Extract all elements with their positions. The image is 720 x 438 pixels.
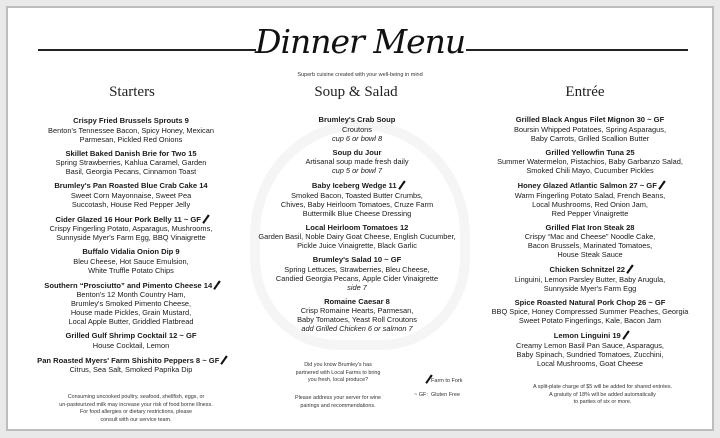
menu-item bbox=[20, 214, 242, 243]
item-name-text: Romaine Caesar 8 bbox=[324, 296, 390, 306]
item-name-text: Grilled Black Angus Filet Mignon 30 ~ GF bbox=[515, 115, 665, 124]
menu-item bbox=[20, 331, 242, 350]
legend-gluten-free bbox=[414, 392, 460, 398]
entree-list bbox=[472, 115, 708, 373]
item-description: Croutons bbox=[342, 124, 372, 134]
item-name-text: Brumley's Pan Roasted Blue Crab Cake 14 bbox=[54, 181, 208, 190]
page-subtitle: Superb cuisine created with your well-being in mind bbox=[297, 72, 423, 78]
menu-item bbox=[20, 116, 242, 144]
item-name bbox=[20, 149, 242, 159]
item-name-text: Lemon Linguini 19 bbox=[553, 331, 621, 340]
item-name bbox=[246, 297, 468, 307]
menu-item bbox=[246, 255, 468, 292]
menu-item bbox=[472, 180, 708, 218]
item-description: Crispy “Mac and Cheese” Noodle Cake, Bacon Brussels, Marinated Tomatoes, House Steak Sauce bbox=[524, 232, 656, 259]
item-name-text: Honey Glazed Atlantic Salmon 27 ~ GF bbox=[517, 181, 657, 190]
menu-item bbox=[20, 355, 242, 375]
menu-item bbox=[246, 180, 468, 218]
item-description: Creamy Lemon Basil Pan Sauce, Asparagus, Baby Spinach, Sundried Tomatoes, Zucchini, Local Mushrooms, Goat Cheese bbox=[516, 340, 664, 368]
item-name bbox=[20, 214, 242, 225]
item-description: Benton's 12 Month Country Ham, Brumley's Smoked Pimento Cheese, House made Pickles, Grain Mustard, Local Apple Butter, Griddled Flatbread bbox=[68, 290, 194, 326]
item-name bbox=[246, 148, 468, 158]
item-name bbox=[246, 115, 468, 125]
menu-item bbox=[246, 297, 468, 334]
item-description: Garden Basil, Noble Dairy Goat Cheese, English Cucumber, Pickle Juice Vinaigrette, Black Garlic bbox=[258, 232, 456, 250]
legend-farm-to-fork bbox=[424, 374, 463, 384]
local-farms-note: Did you know Brumley's has partnered with Local Farms to bring you fresh, local produce? bbox=[295, 362, 381, 383]
heading-starters: Starters bbox=[109, 84, 155, 100]
item-name bbox=[20, 181, 242, 191]
split-plate-note: A split-plate charge of $5 will be added for shared entrées. A gratuity of 18% will be added automatically to parties of six or more. bbox=[532, 384, 673, 405]
item-description: Warm Fingerling Potato Salad, French Beans, Local Mushrooms, Red Onion Jam, Red Pepper Vinaigrette bbox=[514, 190, 666, 218]
item-name bbox=[472, 223, 708, 233]
item-description: BBQ Spice, Honey Compressed Summer Peaches, Georgia Sweet Potato Fingerlings, Kale, Bacon Jam bbox=[491, 307, 689, 325]
item-name-text: Chicken Schnitzel 22 bbox=[549, 265, 626, 274]
item-name-text: Soup du Jour bbox=[332, 147, 382, 157]
item-name bbox=[246, 180, 468, 191]
item-description: Citrus, Sea Salt, Smoked Paprika Dip bbox=[69, 365, 193, 374]
menu-item bbox=[246, 115, 468, 143]
item-name bbox=[20, 280, 242, 291]
page-title: Dinner Menu bbox=[255, 22, 466, 61]
item-price-note: cup 6 or bowl 8 bbox=[331, 133, 383, 143]
farm-to-fork-icon bbox=[626, 264, 633, 273]
farm-to-fork-icon bbox=[221, 355, 228, 364]
item-name-text: Brumley's Salad 10 ~ GF bbox=[312, 255, 402, 264]
title-rule-left bbox=[38, 49, 256, 51]
item-name bbox=[20, 247, 242, 257]
item-description: Spring Strawberries, Kahlua Caramel, Garden Basil, Georgia Pecans, Cinnamon Toast bbox=[55, 158, 207, 176]
item-description: House Cocktail, Lemon bbox=[92, 340, 170, 350]
item-price-note: add Grilled Chicken 6 or salmon 7 bbox=[301, 324, 413, 333]
menu-item bbox=[472, 148, 708, 176]
item-name bbox=[20, 355, 242, 366]
item-description: Artisanal soup made fresh daily bbox=[305, 157, 409, 166]
farm-to-fork-icon bbox=[658, 180, 665, 189]
item-price-note: side 7 bbox=[347, 282, 367, 292]
item-name-text: Skillet Baked Danish Brie for Two 15 bbox=[65, 148, 197, 158]
menu-item bbox=[20, 181, 242, 209]
menu-item bbox=[20, 247, 242, 275]
item-name bbox=[246, 223, 468, 233]
item-name bbox=[20, 331, 242, 341]
item-name-text: Baby Iceberg Wedge 11 bbox=[311, 181, 397, 190]
menu-item bbox=[472, 223, 708, 260]
item-name bbox=[20, 116, 242, 126]
farm-to-fork-icon bbox=[213, 280, 220, 289]
item-name bbox=[472, 180, 708, 191]
item-name-text: Buffalo Vidalia Onion Dip 9 bbox=[82, 247, 180, 256]
item-description: Boursin Whipped Potatoes, Spring Asparagus, Baby Carrots, Grilled Scallion Butter bbox=[513, 124, 666, 143]
farm-to-fork-icon bbox=[622, 330, 629, 339]
farm-to-fork-icon bbox=[398, 180, 405, 189]
item-description: Spring Lettuces, Strawberries, Bleu Cheese, Candied Georgia Pecans, Apple Cider Vinaigrette bbox=[275, 264, 439, 283]
item-name-text: Pan Roasted Myers' Farm Shishito Peppers 8 ~ GF bbox=[37, 355, 220, 365]
item-description: Smoked Bacon, Toasted Butter Crumbs, Chives, Baby Heirloom Tomatoes, Cruze Farm Buttermilk Blue Cheese Dressing bbox=[280, 190, 434, 218]
item-name-text: Brumley's Crab Soup bbox=[318, 115, 396, 124]
item-description: Sweet Corn Mayonnaise, Sweet Pea Succotash, House Red Pepper Jelly bbox=[70, 190, 192, 209]
item-name-text: Spice Roasted Natural Pork Chop 26 ~ GF bbox=[514, 297, 666, 307]
title-rule-right bbox=[466, 49, 688, 51]
item-name bbox=[246, 255, 468, 265]
menu-item bbox=[472, 330, 708, 368]
item-description: Crispy Fingerling Potato, Asparagus, Mushrooms, Sunnyside Myer's Farm Egg, BBQ Vinaigrette bbox=[49, 224, 213, 242]
item-description: Summer Watermelon, Pistachios, Baby Garbanzo Salad, Smoked Chili Mayo, Cucumber Pickles bbox=[497, 157, 683, 175]
item-name bbox=[472, 330, 708, 341]
wine-note: Please address your server for wine pairings and recommendations. bbox=[295, 395, 381, 409]
heading-entree: Entrée bbox=[565, 84, 605, 100]
legend-farm-label: Farm to Fork bbox=[431, 378, 463, 384]
legend-gf-label: Gluten Free bbox=[430, 392, 461, 398]
menu-item bbox=[20, 149, 242, 177]
item-description: Benton's Tennessee Bacon, Spicy Honey, Mexican Parmesan, Pickled Red Onions bbox=[48, 125, 214, 144]
legend-gf-key: ~ GF: bbox=[414, 392, 428, 398]
item-name-text: Grilled Flat Iron Steak 28 bbox=[545, 222, 635, 232]
menu-item bbox=[246, 148, 468, 176]
item-name-text: Crispy Fried Brussels Sprouts 9 bbox=[73, 116, 189, 125]
allergy-note: Consuming uncooked poultry, seafood, shellfish, eggs, or un-pasteurized milk may increase your risk of food borne illness. For food allergies or dietary restrictions, please consult with our service team. bbox=[59, 394, 213, 423]
item-name bbox=[472, 148, 708, 158]
menu-item bbox=[472, 298, 708, 326]
item-name-text: Grilled Yellowfin Tuna 25 bbox=[545, 147, 635, 157]
item-name-text: Southern “Prosciutto” and Pimento Cheese 14 bbox=[44, 280, 213, 290]
menu-item bbox=[20, 280, 242, 327]
item-description: Bleu Cheese, Hot Sauce Emulsion, White Truffle Potato Chips bbox=[73, 256, 189, 275]
item-description: Crisp Romaine Hearts, Parmesan, Baby Tomatoes, Yeast Roll Croutons bbox=[297, 306, 417, 324]
heading-soup-salad: Soup & Salad bbox=[314, 84, 398, 100]
soup-salad-list bbox=[246, 115, 468, 338]
item-price-note: cup 5 or bowl 7 bbox=[331, 166, 383, 175]
item-name-text: Local Heirloom Tomatoes 12 bbox=[305, 222, 409, 232]
item-name-text: Grilled Gulf Shrimp Cocktail 12 ~ GF bbox=[65, 331, 197, 340]
item-name bbox=[472, 264, 708, 275]
item-description: Linguini, Lemon Parsley Butter, Baby Arugula, Sunnyside Myer's Farm Egg bbox=[514, 274, 666, 293]
menu-item bbox=[246, 223, 468, 251]
item-name-text: Cider Glazed 16 Hour Pork Belly 11 ~ GF bbox=[55, 214, 201, 224]
item-name bbox=[472, 298, 708, 308]
menu-item bbox=[472, 264, 708, 293]
farm-to-fork-icon bbox=[202, 214, 209, 223]
starters-list bbox=[20, 116, 242, 379]
menu-item bbox=[472, 115, 708, 143]
item-name bbox=[472, 115, 708, 125]
